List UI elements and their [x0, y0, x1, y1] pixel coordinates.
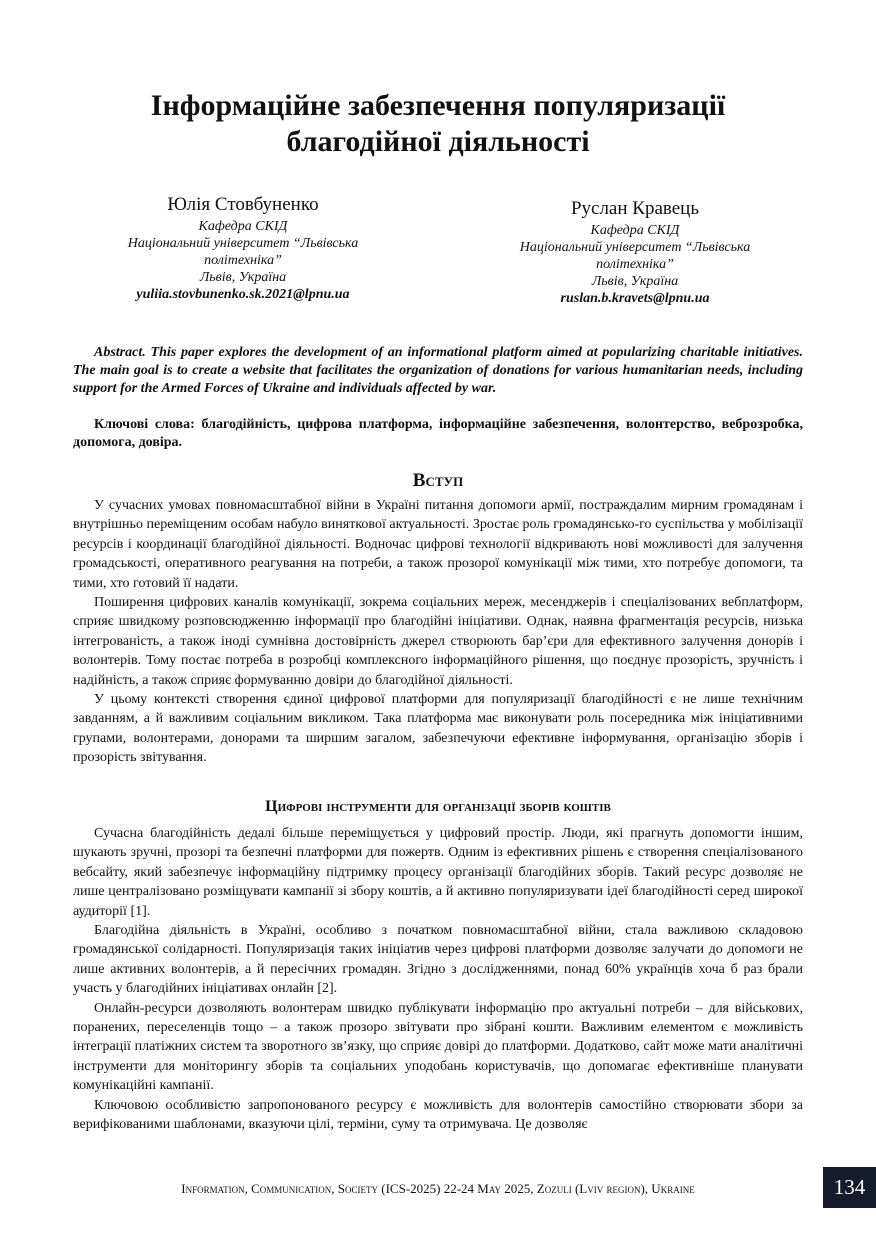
author-email[interactable]: ruslan.b.kravets@lpnu.ua	[560, 291, 710, 306]
paragraph: Ключовою особливістю запропонованого ресурсу є можливість для волонтерів самостійно створювати збори за верифікованими шаблонами, вказуючи цілі, терміни, суму та отримувача. Це дозволяє	[73, 1097, 803, 1133]
author-email[interactable]: yuliia.stovbunenko.sk.2021@lpnu.ua	[136, 287, 350, 302]
author-city: Львів, Україна	[199, 270, 287, 285]
paragraph: Онлайн-ресурси дозволяють волонтерам швидко публікувати інформацію про актуальні потреби – для військових, поранених, переселенців тощо – а також прозоро звітувати про зібрані кошти. Важливим елементом є можливість інтеграції платіжних систем та зворотного зв’язку, що сприяє довірі до платформи. Додатково, сайт може мати аналітичні інструменти для моніторингу зборів та соціальних уподобань користувачів, що допомагає ефективніше планувати комунікаційні кампанії.	[73, 1000, 803, 1094]
section-heading-digital-tools: Цифрові інструменти для організації зборів коштів	[265, 798, 611, 815]
paragraph: Сучасна благодійність дедалі більше переміщується у цифровий простір. Люди, які прагнуть допомогти іншим, шукають зручні, прозорі та безпечні платформи для пожертв. Одним із ефективних рішень є створення спеціалізованого вебсайту, який забезпечує інформаційну підтримку процесу організації благодійних зборів. Такий ресурс дозволяє не лише централізовано розміщувати кампанії зі збору коштів, а й активно популяризувати ідеї благодійності серед широкої аудиторії [1].	[73, 826, 803, 919]
author-name: Руслан Кравець	[570, 198, 700, 219]
author-city: Львів, Україна	[591, 274, 679, 289]
paragraph: У цьому контексті створення єдиної цифрової платформи для популяризації благодійності є не лише технічним завданням, а й важливим соціальним викликом. Така платформа має виконувати роль посередника між ініціативними групами, волонтерами, донорами та ширшим загалом, забезпечуючи ефективне інформування, організацію зборів і прозорість звітування.	[73, 692, 803, 766]
author-block-1	[98, 193, 388, 303]
section-heading-intro: Вступ	[412, 470, 464, 491]
keywords: Ключові слова: благодійність, цифрова платформа, інформаційне забезпечення, волонтерство, веброзробка, допомога, довіра.	[73, 417, 803, 450]
author-university-line-1: Національний університет “Львівська	[127, 236, 359, 251]
author-university-line-1: Національний університет “Львівська	[519, 240, 751, 255]
section-intro-body	[73, 496, 803, 768]
author-university-line-2: політехніка”	[204, 253, 282, 268]
author-university-line-2: політехніка”	[596, 257, 674, 272]
author-department: Кафедра СКІД	[198, 219, 288, 234]
page-number-badge: 134	[823, 1167, 876, 1208]
paragraph: Благодійна діяльність в Україні, особливо з початком повномасштабної війни, стала важливою складовою громадянської солідарності. Популяризація таких ініціатив через цифрові платформи дозволяє залучати до допомоги не лише активних волонтерів, а й пересічних громадян. Згідно з дослідженнями, понад 60% українців хоча б раз брали участь у благодійних ініціативах онлайн [2].	[73, 923, 803, 997]
title-line-1: Інформаційне забезпечення популяризації	[150, 89, 726, 122]
title-line-2: благодійної діяльності	[286, 125, 590, 158]
paragraph: У сучасних умовах повномасштабної війни в Україні питання допомоги армії, постраждалим мирним громадянам і внутрішньо переміщеним особам набуло виняткової актуальності. Зростає роль громадянсько-го суспільства у мобілізації ресурсів і координації благодійної діяльності. Водночас цифрові технології відкривають нові можливості для залучення громадськості, оперативного реагування на потреби, а також прозорої комунікації між тими, хто потребує допомоги, та тими, хто готовий її надати.	[73, 498, 803, 591]
paper-title	[0, 88, 876, 160]
abstract: Abstract. This paper explores the development of an informational platform aimed at popularizing charitable initiatives. The main goal is to create a website that facilitates the organization of donations for various humanitarian needs, including support for the Armed Forces of Ukraine and individuals affected by war.	[73, 345, 803, 396]
page-footer: Information, Communication, Society (ICS-2025) 22-24 May 2025, Zozuli (Lviv region), Ukraine	[181, 1181, 695, 1196]
paragraph: Поширення цифрових каналів комунікації, зокрема соціальних мереж, месенджерів і спеціалізованих вебплатформ, сприяє швидкому розповсюдженню інформації про благодійні ініціативи. Однак, наявна фрагментація ресурсів, низька інтегрованість, а також іноді сумнівна достовірність джерел створюють бар’єри для ефективного залучення донорів і волонтерів. Тому постає потреба в розробці комплексного інформаційного рішення, що поєднує прозорість, зручність і надійність, а також сприяє формуванню довіри до благодійної діяльності.	[73, 595, 803, 688]
author-block-2	[490, 197, 780, 307]
author-name: Юлія Стовбуненко	[167, 194, 319, 215]
section-digital-tools-body	[73, 824, 803, 1135]
author-department: Кафедра СКІД	[590, 223, 680, 238]
